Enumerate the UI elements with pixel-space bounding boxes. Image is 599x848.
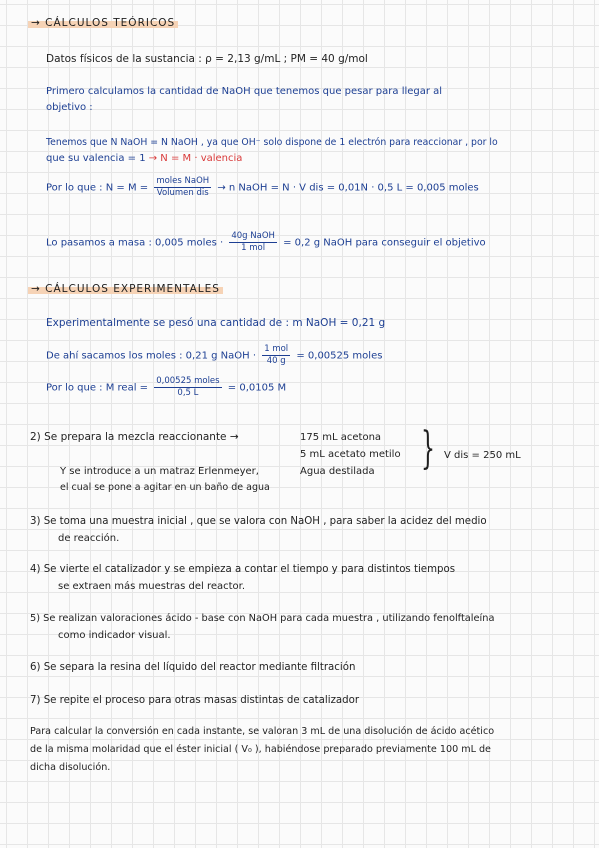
intro-line-1: Primero calculamos la cantidad de NaOH que tenemos que pesar para llegar al xyxy=(46,86,443,97)
normalidad-fraction: $\frac{\text{moles NaOH}}{\text{Volumen dis}}$ xyxy=(156,176,210,198)
step-2-vdis: V dis = 250 mL xyxy=(444,450,521,461)
step-4-line-2: se extraen más muestras del reactor. xyxy=(58,581,246,592)
step-2-sub-1: Y se introduce a un matraz Erlenmeyer, xyxy=(60,466,259,477)
step-5-line-1: 5) Se realizan valoraciones ácido - base con NaOH para cada muestra , utilizando fenolftaleína xyxy=(30,613,495,624)
datos-fisicos: Datos físicos de la sustancia : ρ = 2,13 g/mL ; PM = 40 g/mol xyxy=(46,53,368,65)
step-7: 7) Se repite el proceso para otras masas distintas de catalizador xyxy=(30,695,360,706)
moles-fraction: $\frac{\text{1 mol}}{40 g}$ xyxy=(264,344,289,366)
step-4-line-1: 4) Se vierte el catalizador y se empieza a contar el tiempo y para distintos tiempos xyxy=(30,564,455,575)
intro-line-2: objetivo : xyxy=(46,102,93,113)
mreal-fraction: $\frac{\text{0,00525 moles}}{0,5 L}$ xyxy=(156,376,220,398)
normalidad-equation: Por lo que : N = M = $\frac{\text{moles NaOH}}{\text{Volumen dis}}$ → n NaOH = N · V dis = 0,01N · 0,5 L = 0,005 moles xyxy=(46,176,479,198)
closing-line-2: de la misma molaridad que el éster inicial ( V₀ ), habiéndose preparado previamente 100 mL de xyxy=(30,744,491,755)
moles-equation: De ahí sacamos los moles : 0,21 g NaOH · $\frac{\text{1 mol}}{40 g}$ = 0,00525 moles xyxy=(46,344,383,366)
step-5-line-2: como indicador visual. xyxy=(58,630,171,641)
step-2-brace: } xyxy=(421,423,435,474)
step-2-acetona: 175 mL acetona xyxy=(300,432,382,443)
experimental-heading: → CÁLCULOS EXPERIMENTALES xyxy=(28,283,223,296)
step-2-sub-2: el cual se pone a agitar en un baño de agua xyxy=(60,482,270,493)
pesado-line: Experimentalmente se pesó una cantidad de : m NaOH = 0,21 g xyxy=(46,317,386,329)
tenemos-line-1: Tenemos que N NaOH = N NaOH , ya que OH⁻ solo dispone de 1 electrón para reaccionar , por lo xyxy=(46,137,498,148)
closing-line-3: dicha disolución. xyxy=(30,762,111,773)
mreal-equation: Por lo que : M real = $\frac{\text{0,00525 moles}}{0,5 L}$ = 0,0105 M xyxy=(46,376,287,398)
theory-heading: → CÁLCULOS TEÓRICOS xyxy=(28,17,178,30)
step-2-agua: Agua destilada xyxy=(300,466,375,477)
step-2-acetato: 5 mL acetato metilo xyxy=(300,449,401,460)
tenemos-line-2: que su valencia = 1 → N = M · valencia xyxy=(46,153,243,164)
masa-equation: Lo pasamos a masa : 0,005 moles · $\frac{\text{40g NaOH}}{\text{1 mol}}$ = 0,2 g NaOH para conseguir el objetivo xyxy=(46,231,486,253)
step-6: 6) Se separa la resina del líquido del reactor mediante filtración xyxy=(30,662,356,673)
masa-fraction: $\frac{\text{40g NaOH}}{\text{1 mol}}$ xyxy=(231,231,275,253)
closing-line-1: Para calcular la conversión en cada instante, se valoran 3 mL de una disolución de ácido acético xyxy=(30,726,495,737)
step-3-line-1: 3) Se toma una muestra inicial , que se valora con NaOH , para saber la acidez del medio xyxy=(30,516,487,527)
step-2: 2) Se prepara la mezcla reaccionante → xyxy=(30,431,239,443)
step-3-line-2: de reacción. xyxy=(58,533,120,544)
